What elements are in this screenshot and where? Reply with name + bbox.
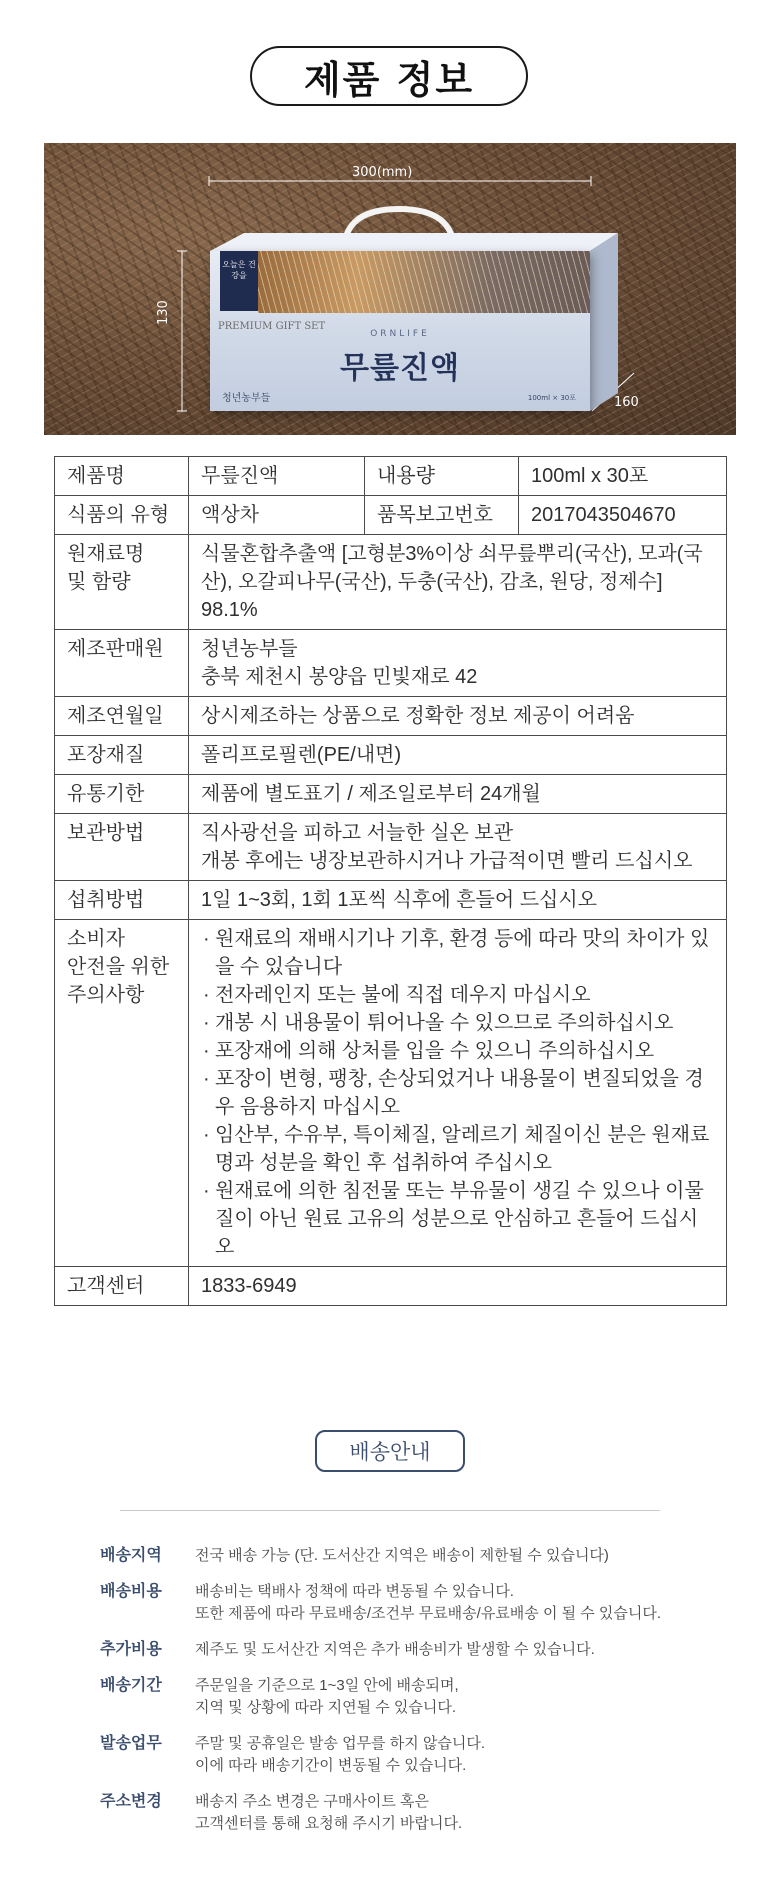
box-brand-en: ORNLIFE <box>370 329 430 339</box>
shipping-text: 배송비는 택배사 정책에 따라 변동될 수 있습니다. 또한 제품에 따라 무료배송/조건부 무료배송/유료배송 이 될 수 있습니다. <box>195 1583 662 1622</box>
shipping-text: 제주도 및 도서산간 지역은 추가 배송비가 발생할 수 있습니다. <box>195 1641 595 1658</box>
box-brand-ko: 무릎진액 <box>340 351 460 386</box>
value-storage: 직사광선을 피하고 서늘한 실온 보관 개봉 후에는 냉장보관하시거나 가급적이면 빨리 드십시오 <box>189 814 727 881</box>
table-row <box>55 697 727 736</box>
table-row <box>55 775 727 814</box>
product-info-table <box>54 456 727 1306</box>
label-manufacturer: 제조판매원 <box>55 630 189 697</box>
height-dimension: 130 <box>156 300 171 325</box>
label-report-number: 품목보고번호 <box>365 496 519 535</box>
shipping-title: 배송안내 <box>349 1441 431 1464</box>
shipping-row-cost <box>100 1581 720 1625</box>
value-intake: 1일 1~3회, 1회 1포씩 식후에 흔들어 드십시오 <box>189 881 727 920</box>
value-volume: 100ml x 30포 <box>519 457 727 496</box>
caution-item: · 원재료의 재배시기나 기후, 환경 등에 따라 맛의 차이가 있을 수 있습니다 <box>201 925 714 981</box>
shipping-text: 주말 및 공휴일은 발송 업무를 하지 않습니다. 이에 따라 배송기간이 변동될 수 있습니다. <box>195 1735 485 1774</box>
caution-item: · 개봉 시 내용물이 튀어나올 수 있으므로 주의하십시오 <box>201 1009 714 1037</box>
label-caution: 소비자 안전을 위한 주의사항 <box>55 920 189 1267</box>
label-manufacture-date: 제조연월일 <box>55 697 189 736</box>
box-photo <box>258 251 590 313</box>
box-maker: 청년농부들 <box>222 393 271 404</box>
value-report-number: 2017043504670 <box>519 496 727 535</box>
value-customer-center: 1833-6949 <box>189 1267 727 1306</box>
value-manufacture-date: 상시제조하는 상품으로 정확한 정보 제공이 어려움 <box>189 697 727 736</box>
table-row <box>55 736 727 775</box>
value-caution <box>189 920 727 1267</box>
shipping-title-pill <box>315 1430 465 1472</box>
shipping-row-dispatch <box>100 1733 720 1777</box>
depth-dimension: 160 <box>614 395 639 410</box>
caution-item: · 포장이 변형, 팽창, 손상되었거나 내용물이 변질되었을 경우 음용하지 마십시오 <box>201 1065 714 1121</box>
table-row <box>55 535 727 630</box>
shipping-text: 전국 배송 가능 (단. 도서산간 지역은 배송이 제한될 수 있습니다) <box>195 1547 609 1564</box>
caution-item: · 원재료에 의한 침전물 또는 부유물이 생길 수 있으나 이물질이 아닌 원료 고유의 성분으로 안심하고 흔들어 드십시오 <box>201 1177 714 1261</box>
shipping-text: 배송지 주소 변경은 구매사이트 혹은 고객센터를 통해 요청해 주시기 바랍니다. <box>195 1793 463 1832</box>
table-row <box>55 1267 727 1306</box>
shipping-row-area <box>100 1545 720 1567</box>
shipping-label: 배송기간 <box>100 1677 162 1694</box>
shipping-label: 배송비용 <box>100 1583 162 1600</box>
value-packaging: 폴리프로필렌(PE/내면) <box>189 736 727 775</box>
value-ingredients: 식물혼합추출액 [고형분3%이상 쇠무릎뿌리(국산), 모과(국산), 오갈피나무(국산), 두충(국산), 감초, 원당, 정제수] 98.1% <box>189 535 727 630</box>
table-row <box>55 457 727 496</box>
shipping-info-list <box>100 1545 720 1849</box>
label-expiry: 유통기한 <box>55 775 189 814</box>
label-volume: 내용량 <box>365 457 519 496</box>
shipping-row-address-change <box>100 1791 720 1835</box>
label-product-name: 제품명 <box>55 457 189 496</box>
label-storage: 보관방법 <box>55 814 189 881</box>
caution-item: · 임산부, 수유부, 특이체질, 알레르기 체질이신 분은 원재료명과 성분을 확인 후 섭취하여 주십시오 <box>201 1121 714 1177</box>
caution-item: · 포장재에 의해 상처를 입을 수 있으니 주의하십시오 <box>201 1037 714 1065</box>
label-ingredients: 원재료명 및 함량 <box>55 535 189 630</box>
divider <box>120 1510 660 1511</box>
table-row <box>55 920 727 1267</box>
shipping-label: 배송지역 <box>100 1547 162 1564</box>
caution-list <box>201 925 714 1261</box>
shipping-text: 주문일을 기준으로 1~3일 안에 배송되며, 지역 및 상황에 따라 지연될 수 있습니다. <box>195 1677 459 1716</box>
product-image <box>44 143 736 435</box>
shipping-row-extra-cost <box>100 1639 720 1661</box>
label-food-type: 식품의 유형 <box>55 496 189 535</box>
label-packaging: 포장재질 <box>55 736 189 775</box>
table-row <box>55 814 727 881</box>
table-row <box>55 881 727 920</box>
product-box <box>210 251 590 411</box>
label-intake: 섭취방법 <box>55 881 189 920</box>
box-gift-label: PREMIUM GIFT SET <box>218 321 326 332</box>
box-volume: 100ml × 30포 <box>527 394 576 402</box>
shipping-label: 추가비용 <box>100 1641 162 1658</box>
section-title-pill <box>250 46 528 106</box>
shipping-row-period <box>100 1675 720 1719</box>
value-manufacturer: 청년농부들 충북 제천시 봉양읍 민빛재로 42 <box>189 630 727 697</box>
table-row <box>55 630 727 697</box>
shipping-label: 발송업무 <box>100 1735 162 1752</box>
section-title: 제품 정보 <box>303 57 475 102</box>
value-food-type: 액상차 <box>189 496 365 535</box>
width-dimension: 300(mm) <box>352 165 413 180</box>
value-product-name: 무릎진액 <box>189 457 365 496</box>
box-tag: 오늘은 건강을 <box>220 251 258 311</box>
label-customer-center: 고객센터 <box>55 1267 189 1306</box>
value-expiry: 제품에 별도표기 / 제조일로부터 24개월 <box>189 775 727 814</box>
shipping-label: 주소변경 <box>100 1793 162 1810</box>
caution-item: · 전자레인지 또는 불에 직접 데우지 마십시오 <box>201 981 714 1009</box>
table-row <box>55 496 727 535</box>
